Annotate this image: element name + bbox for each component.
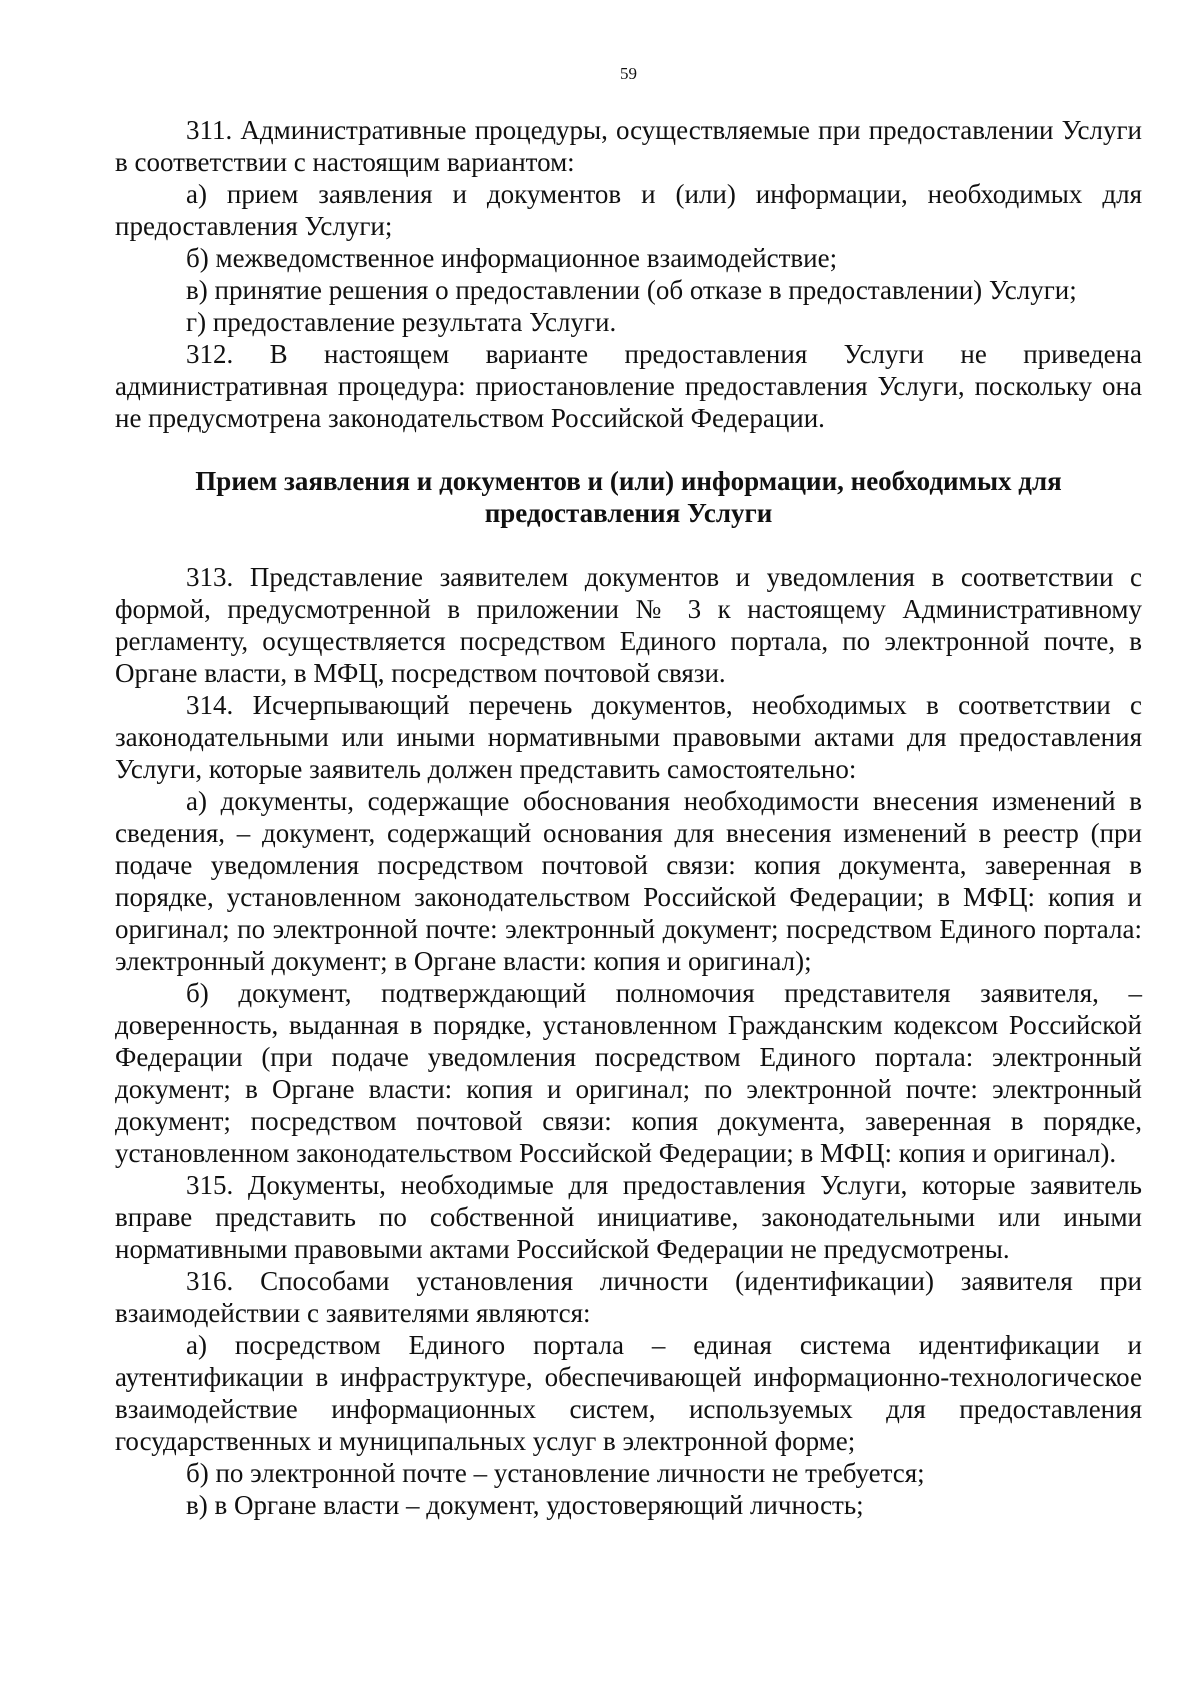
list-item-314-a: а) документы, содержащие обоснования необходимости внесения изменений в сведения, – документ, содержащий основания для внесения изменений в реестр (при подаче уведомления посредством почтовой связи: копия документа, заверенная в порядке, установленном законодательством Российской Федерации; в МФЦ: копия и оригинал; по электронной почте: электронный документ; посредством Единого портала: электронный документ; в Органе власти: копия и оригинал); <box>115 786 1142 976</box>
list-item-316-v: в) в Органе власти – документ, удостоверяющий личность; <box>186 1490 864 1520</box>
section-heading-line-1: Прием заявления и документов и (или) информации, необходимых для <box>195 466 1062 496</box>
paragraph-315: 315. Документы, необходимые для предоставления Услуги, которые заявитель вправе представить по собственной инициативе, законодательными или иными нормативными правовыми актами Российской Федерации не предусмотрены. <box>115 1170 1142 1264</box>
list-item-311-a: а) прием заявления и документов и (или) информации, необходимых для предоставления Услуги; <box>115 179 1142 241</box>
paragraph-316: 316. Способами установления личности (идентификации) заявителя при взаимодействии с заявителями являются: <box>115 1266 1142 1328</box>
paragraph-311: 311. Административные процедуры, осуществляемые при предоставлении Услуги в соответствии с настоящим вариантом: <box>115 115 1142 177</box>
paragraph-313: 313. Представление заявителем документов и уведомления в соответствии с формой, предусмотренной в приложении № 3 к настоящему Административному регламенту, осуществляется посредством Единого портала, по электронной почте, в Органе власти, в МФЦ, посредством почтовой связи. <box>115 562 1142 688</box>
paragraph-312: 312. В настоящем варианте предоставления Услуги не приведена административная процедура: приостановление предоставления Услуги, поскольку она не предусмотрена законодательством Российской Федерации. <box>115 339 1142 433</box>
page-number: 59 <box>620 64 637 83</box>
paragraph-314: 314. Исчерпывающий перечень документов, необходимых в соответствии с законодательными или иными нормативными правовыми актами для предоставления Услуги, которые заявитель должен представить самостоятельно: <box>115 690 1142 784</box>
section-heading <box>115 465 1142 529</box>
list-item-311-g: г) предоставление результата Услуги. <box>186 307 617 337</box>
list-item-311-v: в) принятие решения о предоставлении (об отказе в предоставлении) Услуги; <box>186 275 1077 305</box>
list-item-316-a: а) посредством Единого портала – единая система идентификации и аутентификации в инфраструктуре, обеспечивающей информационно-технологическое взаимодействие информационных систем, используемых для предоставления государственных и муниципальных услуг в электронной форме; <box>115 1330 1142 1456</box>
list-item-311-b: б) межведомственное информационное взаимодействие; <box>186 243 838 273</box>
list-item-314-b: б) документ, подтверждающий полномочия представителя заявителя, – доверенность, выданная в порядке, установленном Гражданским кодексом Российской Федерации (при подаче уведомления посредством Единого портала: электронный документ; в Органе власти: копия и оригинал; по электронной почте: электронный документ; посредством почтовой связи: копия документа, заверенная в порядке, установленном законодательством Российской Федерации; в МФЦ: копия и оригинал). <box>115 978 1142 1168</box>
section-after-heading <box>115 561 1142 1521</box>
section-heading-line-2: предоставления Услуги <box>484 498 773 528</box>
section-before-heading <box>115 114 1142 434</box>
list-item-316-b: б) по электронной почте – установление личности не требуется; <box>186 1458 925 1488</box>
